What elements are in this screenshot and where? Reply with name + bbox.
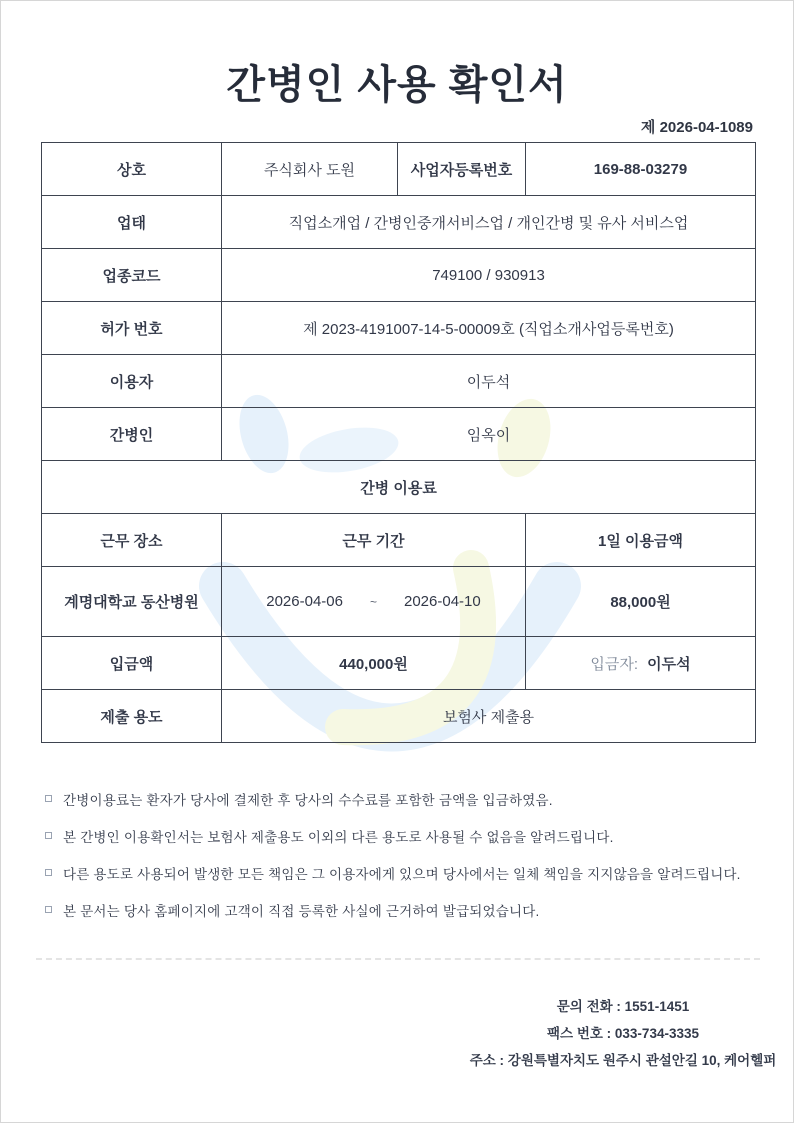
daily-amount-header: 1일 이용금액 [526,514,756,567]
page-title: 간병인 사용 확인서 [226,63,568,107]
fee-section-title: 간병 이용료 [42,461,756,514]
note-text: 다른 용도로 사용되어 발생한 모든 책임은 그 이용자에게 있으며 당사에서는 일체 책임을 지지않음을 알려드립니다. [63,866,741,882]
purpose-row [42,690,756,743]
depositor-label: 입금자: [590,655,638,673]
table-row [42,143,756,196]
table-row [42,249,756,302]
period-start: 2026-04-06 [266,593,343,610]
square-bullet-icon [45,795,52,802]
footer-contact [451,993,794,1074]
fee-section-header-row [42,461,756,514]
footer-phone: 문의 전화 : 1551-1451 [556,999,690,1014]
confirmation-table [41,142,756,743]
note-item [45,790,741,807]
note-text: 본 간병인 이용확인서는 보험사 제출용도 이외의 다른 용도로 사용될 수 없음을 알려드립니다. [63,829,614,845]
user-value: 이두석 [222,355,756,408]
note-item [45,864,741,881]
user-label: 이용자 [42,355,222,408]
company-name-value: 주식회사 도원 [222,143,398,196]
permit-no-label: 허가 번호 [42,302,222,355]
document-number: 제 2026-04-1089 [640,119,753,136]
work-period-header: 근무 기간 [222,514,526,567]
note-text: 본 문서는 당사 홈페이지에 고객이 직접 등록한 사실에 근거하여 발급되었습니다. [63,903,540,919]
square-bullet-icon [45,832,52,839]
dashed-divider [36,958,760,960]
table-row [42,196,756,249]
permit-no-value: 제 2023-4191007-14-5-00009호 (직업소개사업등록번호) [222,302,756,355]
industry-code-label: 업종코드 [42,249,222,302]
work-place-value: 계명대학교 동산병원 [42,567,222,637]
note-text: 간병이용료는 환자가 당사에 결제한 후 당사의 수수료를 포함한 금액을 입금하였음. [63,792,553,808]
daily-amount-value: 88,000원 [526,567,756,637]
table-row [42,355,756,408]
footer-address: 주소 : 강원특별자치도 원주시 관설안길 10, 케어헬퍼 [469,1053,777,1068]
biz-type-label: 업태 [42,196,222,249]
period-end: 2026-04-10 [404,593,481,610]
industry-code-value: 749100 / 930913 [222,249,756,302]
biz-no-value: 169-88-03279 [526,143,756,196]
deposit-amount-value: 440,000원 [222,637,526,690]
biz-no-label: 사업자등록번호 [398,143,526,196]
biz-type-value: 직업소개업 / 간병인중개서비스업 / 개인간병 및 유사 서비스업 [222,196,756,249]
fee-data-row [42,567,756,637]
caregiver-value: 임옥이 [222,408,756,461]
table-row [42,408,756,461]
caregiver-label: 간병인 [42,408,222,461]
period-tilde: ~ [369,594,377,609]
fee-columns-header-row [42,514,756,567]
notes-section [45,790,741,938]
purpose-value: 보험사 제출용 [222,690,756,743]
note-item [45,827,741,844]
table-row [42,302,756,355]
depositor-cell [526,637,756,690]
square-bullet-icon [45,869,52,876]
work-period-value [222,567,526,637]
depositor-name: 이두석 [647,655,691,673]
footer-fax: 팩스 번호 : 033-734-3335 [547,1026,699,1041]
deposit-label: 입금액 [42,637,222,690]
company-name-label: 상호 [42,143,222,196]
purpose-label: 제출 용도 [42,690,222,743]
deposit-row [42,637,756,690]
work-place-header: 근무 장소 [42,514,222,567]
note-item [45,901,741,918]
square-bullet-icon [45,906,52,913]
